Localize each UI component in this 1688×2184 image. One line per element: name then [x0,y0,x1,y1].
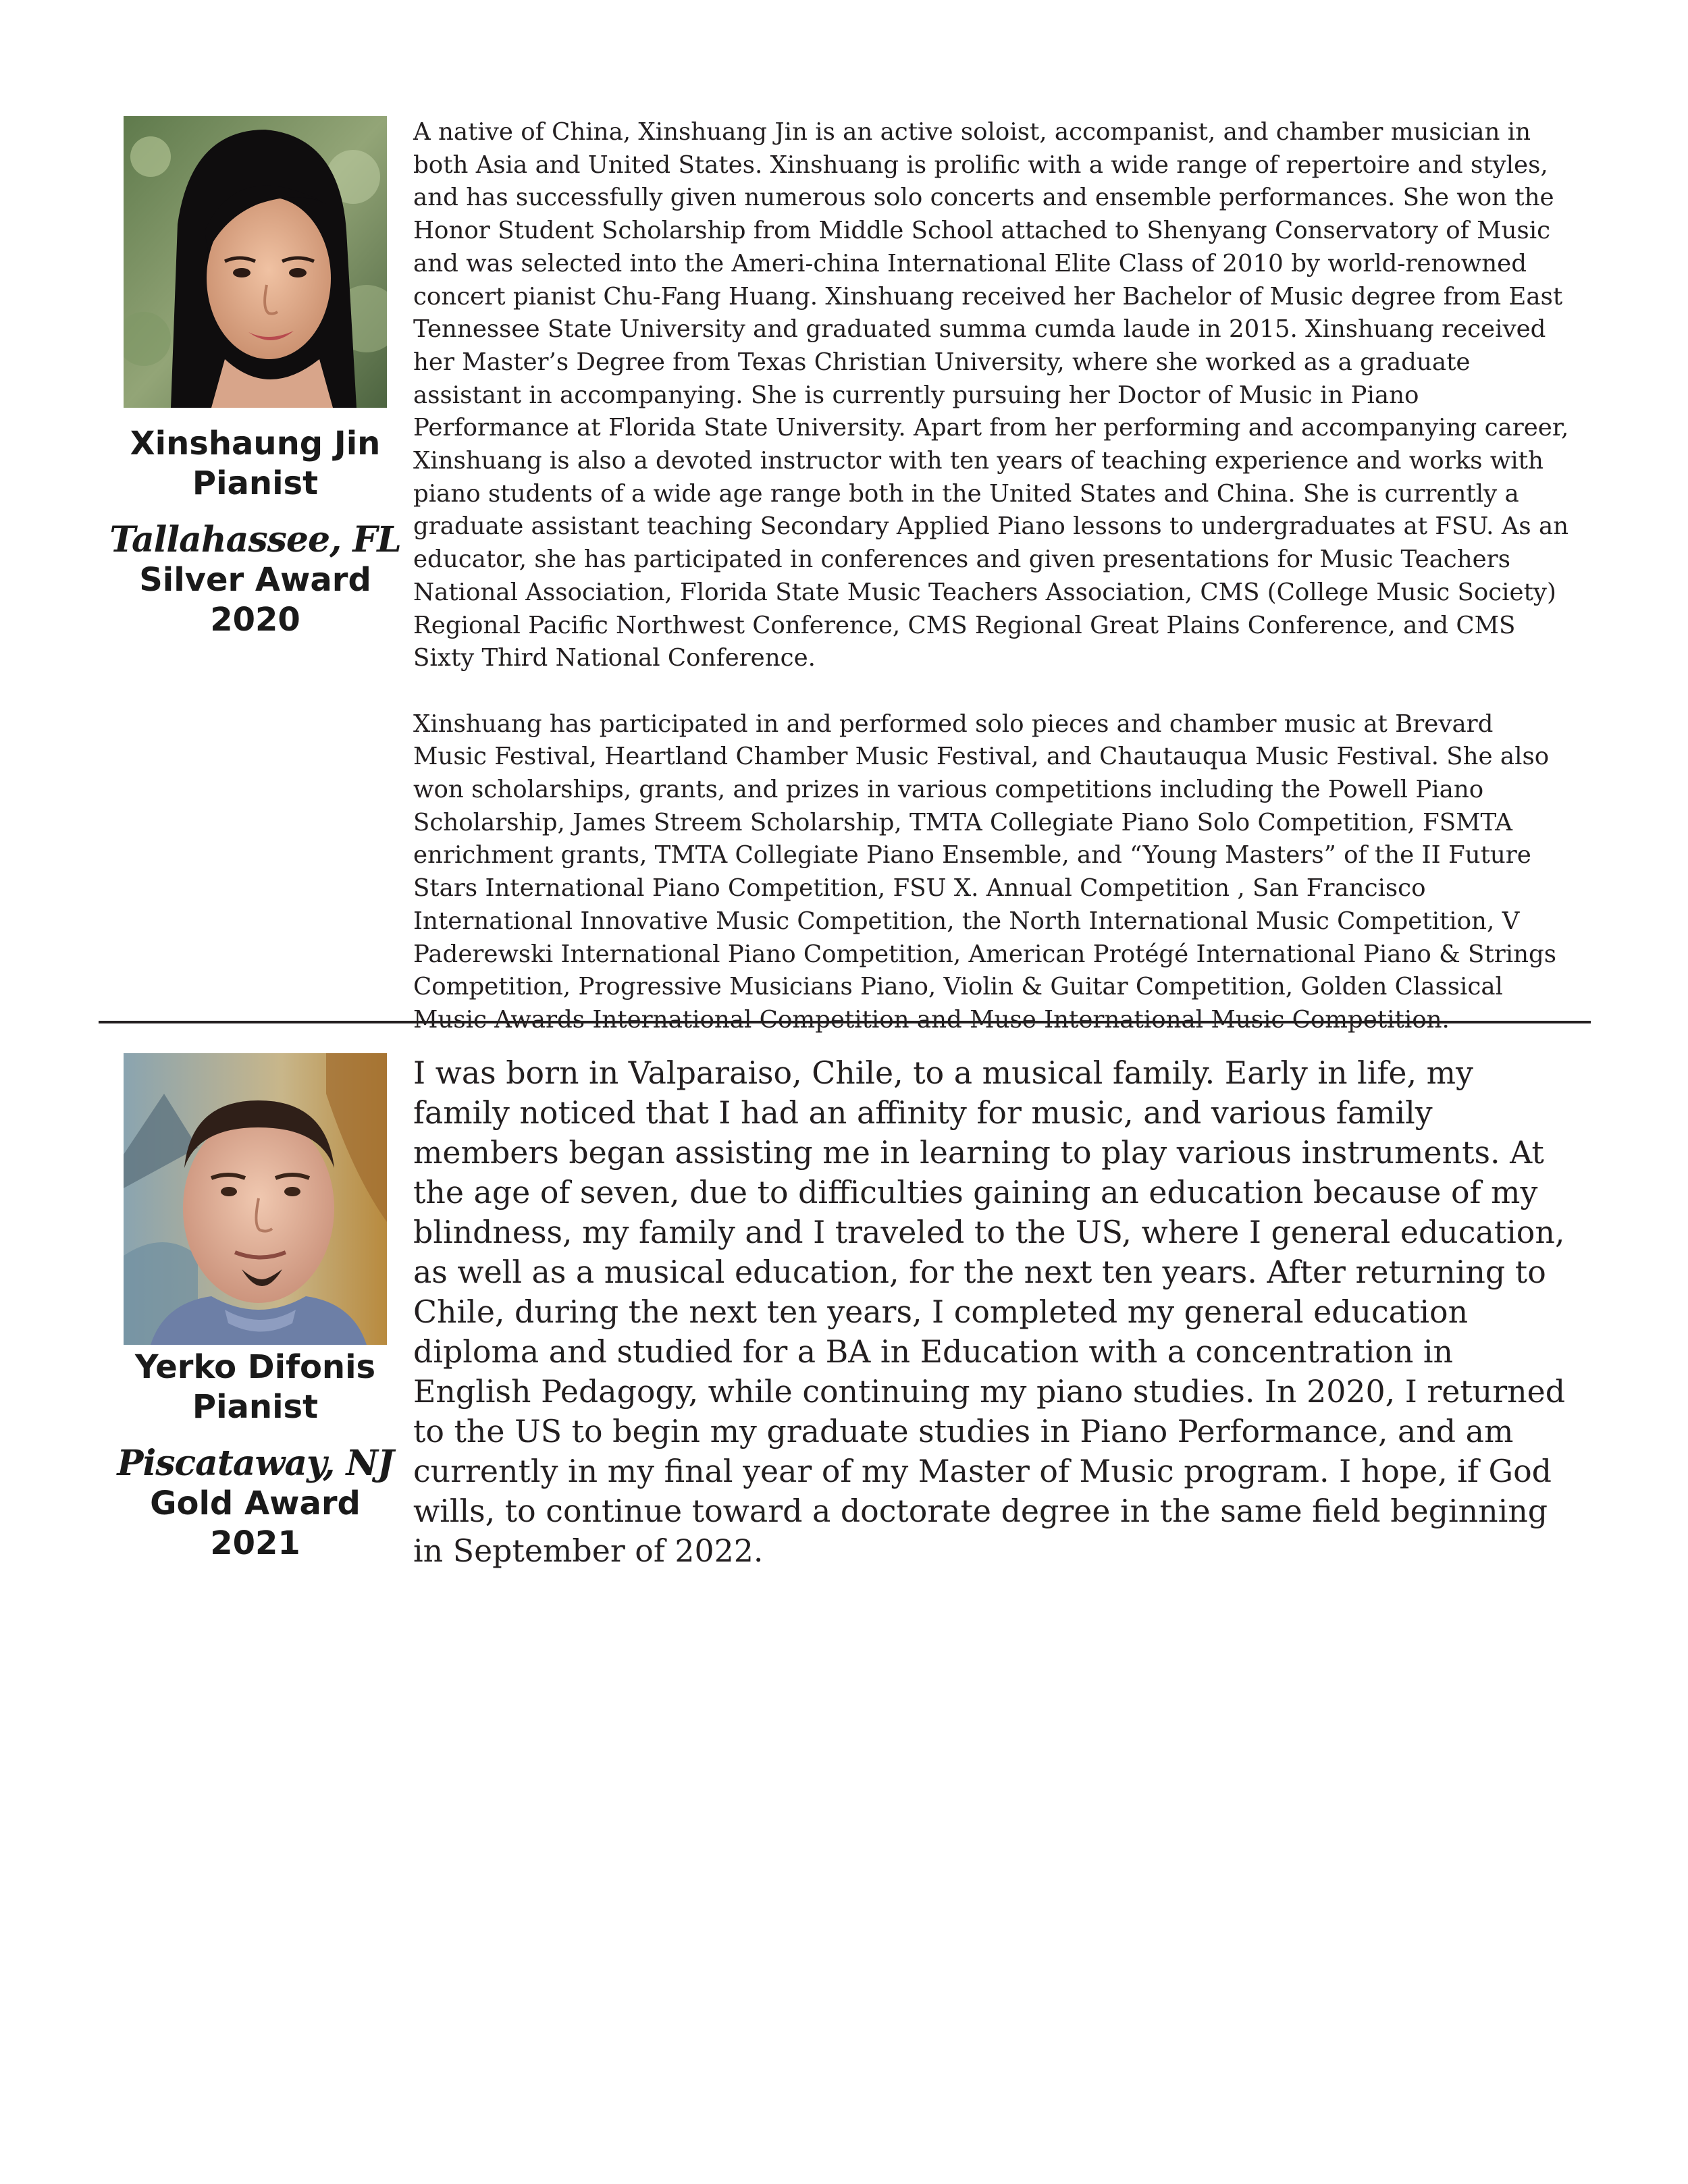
award-level: Gold Award [150,1485,361,1522]
bio-paragraph: Xinshuang has participated in and performed solo pieces and chamber music at Brevard Music Festival, Heartland Chamber Music Festival, and Chautauqua Music Festival. She also won scholarships, grants, and prizes in various competitions including the Powell Piano Scholarship, James Streem Scholarship, TMTA Collegiate Piano Solo Competition, FSMTA enrichment grants, TMTA Collegiate Piano Ensemble, and “Young Masters” of the II Future Stars International Piano Competition, FSU X. Annual Competition , San Francisco International Innovative Music Competition, the North International Music Competition, V Paderewski International Piano Competition, American Protégé International Piano & Strings Competition, Progressive Musicians Piano, Violin & Guitar Competition, Golden Classical Music Awards International Competition and Muse International Music Competition. [413,710,1557,1034]
portrait-photo [124,116,387,408]
bio-paragraph: A native of China, Xinshuang Jin is an active soloist, accompanist, and chamber musician in both Asia and United States. Xinshuang is prolific with a wide range of repertoire and styles, and has successfully given numerous solo concerts and ensemble performances. She won the Honor Student Scholarship from Middle School attached to Shenyang Conservatory of Music and was selected into the Ameri-china International Elite Class of 2010 by world-renowned concert pianist Chu-Fang Huang. Xinshuang received her Bachelor of Music degree from East Tennessee State University and graduated summa cumda laude in 2015. Xinshuang received her Master’s Degree from Texas Christian University, where she worked as a graduate assistant in accompanying. She is currently pursuing her Doctor of Music in Piano Performance at Florida State University. Apart from her performing and accompanying career, Xinshuang is also a devoted instructor with ten years of teaching experience and works with piano students of a wide age range both in the United States and China. She is currently a graduate assistant teaching Secondary Applied Piano lessons to undergraduates at FSU. As an educator, she has participated in conferences and given presentations for Music Teachers National Association, Florida State Music Teachers Association, CMS (College Music Society) Regional Pacific Northwest Conference, CMS Regional Great Plains Conference, and CMS Sixty Third National Conference. [413,118,1569,672]
portrait-image [124,116,387,408]
bio-caption [101,424,409,640]
award-year: 2021 [210,1524,300,1562]
bio-section [0,116,1688,1034]
section-divider [99,1021,1591,1023]
artist-city: Tallahassee, FL [109,519,401,560]
award-level: Silver Award [139,561,371,599]
bio-section [0,1053,1688,1593]
artist-role: Pianist [192,1388,319,1426]
bio-paragraph: I was born in Valparaiso, Chile, to a musical family. Early in life, my family noticed that I had an affinity for music, and various family members began assisting me in learning to play various instruments. At the age of seven, due to difficulties gaining an education because of my blindness, my family and I traveled to the US, where I general education, as well as a musical education, for the next ten years. After returning to Chile, during the next ten years, I completed my general education diploma and studied for a BA in Education with a concentration in English Pedagogy, while continuing my piano studies. In 2020, I returned to the US to begin my graduate studies in Piano Performance, and am currently in my final year of my Master of Music program. I hope, if God wills, to continue toward a doctorate degree in the same field beginning in September of 2022. [413,1055,1566,1569]
artist-city: Piscataway, NJ [117,1443,394,1484]
bio-caption [101,1348,409,1564]
artist-name: Yerko Difonis [134,1348,376,1386]
bio-text [413,116,1571,1037]
bio-text [413,1053,1571,1571]
award-year: 2020 [210,601,300,639]
portrait-photo [124,1053,387,1345]
artist-role: Pianist [192,464,319,502]
artist-name: Xinshaung Jin [130,425,381,462]
portrait-image [124,1053,387,1345]
